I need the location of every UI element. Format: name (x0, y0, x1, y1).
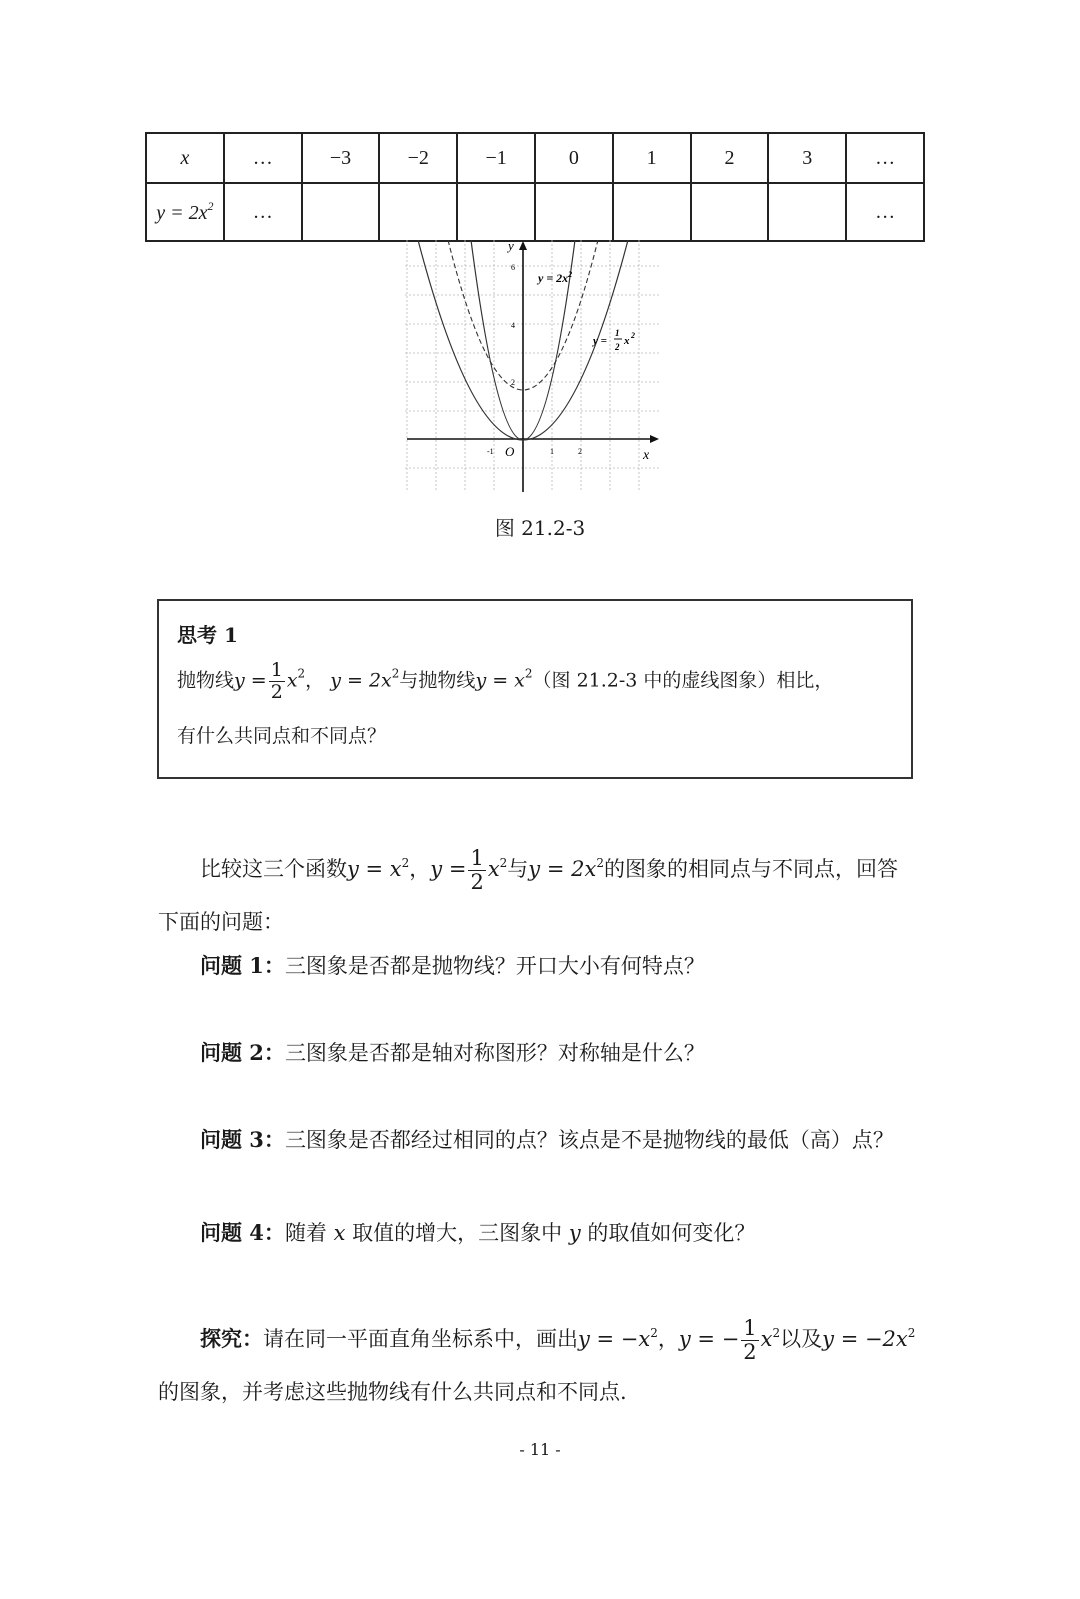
curve-label (591, 328, 635, 352)
value-table (145, 132, 925, 242)
table-cell: −3 (302, 133, 380, 183)
table-cell: … (224, 183, 302, 241)
question-2: 问题 2：三图象是否都是轴对称图形？对称轴是什么？ (200, 1040, 705, 1065)
tick-label: 2 (511, 378, 515, 387)
y-axis-arrow (519, 241, 527, 250)
svg-text:x: x (624, 335, 630, 347)
parabola-figure (405, 240, 665, 496)
question-3: 问题 3：三图象是否都经过相同的点？该点是不是抛物线的最低（高）点？ (200, 1127, 894, 1152)
tick-label: 2 (578, 447, 582, 456)
think-title: 思考 1 (177, 623, 238, 647)
table-cell: 2 (691, 133, 769, 183)
table-cell: … (846, 183, 924, 241)
compare-paragraph: 比较这三个函数$y = x^2$，y = $\frac{1}{2}$ $x^2$与$y = 2x^2$的图象的相同点与不同点，回答 (200, 846, 898, 894)
table-cell (302, 183, 380, 241)
svg-text:y =: y = (593, 335, 607, 347)
compare-paragraph-line2: 下面的问题： (158, 910, 284, 934)
think-question-line: 抛物线y = $\frac{1}{2}$ $x^2$， $y = 2x^2$与抛物线$y = x^2$（图 21.2-3 中的虚线图象）相比， (177, 659, 834, 703)
table-cell: 3 (768, 133, 846, 183)
table-row (146, 133, 924, 183)
svg-text:2: 2 (631, 331, 635, 340)
tick-label: 1 (550, 447, 554, 456)
table-cell (457, 183, 535, 241)
table-cell (691, 183, 769, 241)
explore-paragraph-line2: 的图象，并考虑这些抛物线有什么共同点和不同点. (158, 1380, 627, 1404)
question-1: 问题 1：三图象是否都是抛物线？开口大小有何特点？ (200, 953, 705, 978)
think-question-line: 有什么共同点和不同点？ (177, 725, 387, 747)
y-axis-label: y (508, 240, 514, 253)
table-cell (379, 183, 457, 241)
explore-paragraph: 探究：请在同一平面直角坐标系中，画出$y = -x^2$，y = − $\frac{1}{2}$ $x^2$以及$y = -2x^2$ (200, 1316, 916, 1364)
figure-caption: 图 21.2-3 (494, 516, 586, 540)
x-axis-label: x (643, 448, 650, 463)
table-cell (535, 183, 613, 241)
table-cell (613, 183, 691, 241)
question-4: 问题 4：随着 x 取值的增大，三图象中 y 的取值如何变化？ (200, 1220, 756, 1245)
table-row (146, 183, 924, 241)
origin-label: O (505, 444, 515, 459)
page-number: - 11 - (519, 1440, 561, 1459)
tick-label: 6 (511, 263, 515, 272)
tick-label: -1 (487, 447, 494, 456)
table-cell: … (224, 133, 302, 183)
table-cell: x (146, 133, 224, 183)
table-cell: −1 (457, 133, 535, 183)
curve-label: $y = 2x^2$ (538, 270, 573, 285)
table-cell: 0 (535, 133, 613, 183)
table-row-label: $y = 2x^2$ (146, 183, 224, 241)
svg-text:1: 1 (615, 328, 620, 338)
table-cell: 1 (613, 133, 691, 183)
table-cell (768, 183, 846, 241)
svg-text:2: 2 (615, 342, 620, 352)
x-axis-arrow (650, 435, 659, 443)
tick-label: 4 (511, 321, 515, 330)
table-cell: … (846, 133, 924, 183)
grid-lines (405, 240, 660, 492)
think-box (157, 599, 913, 779)
table-cell: −2 (379, 133, 457, 183)
